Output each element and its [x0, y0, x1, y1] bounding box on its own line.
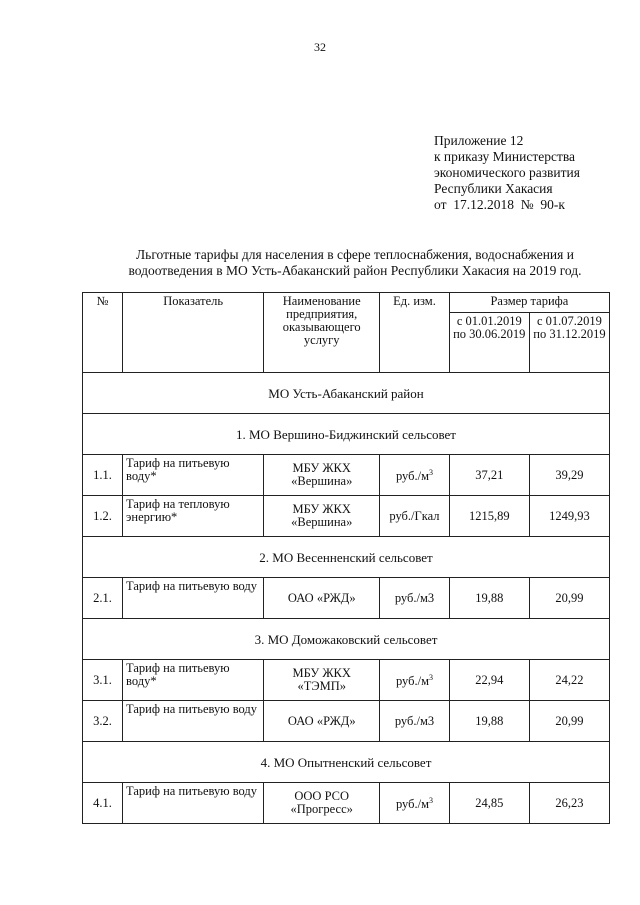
header-enterprise: Наименование предприятия, оказывающего услугу — [264, 293, 380, 373]
table-row — [83, 701, 610, 742]
unit-base: руб./м — [395, 469, 429, 484]
row-indicator: Тариф на питьевую воду — [123, 701, 264, 742]
row-value-period-1: 1215,89 — [449, 496, 529, 537]
row-enterprise: МБУ ЖКХ «Вершина» — [264, 455, 380, 496]
table-row — [83, 455, 610, 496]
header-unit: Ед. изм. — [380, 293, 450, 373]
row-number: 4.1. — [83, 783, 123, 824]
row-value-period-2: 24,22 — [529, 660, 609, 701]
header-period-2: с 01.07.2019 по 31.12.2019 — [529, 313, 609, 373]
unit-superscript: 3 — [428, 468, 433, 478]
row-number: 2.1. — [83, 578, 123, 619]
region-title: МО Усть-Абаканский район — [83, 373, 610, 414]
header-period-1: с 01.01.2019 по 30.06.2019 — [449, 313, 529, 373]
unit-base: руб./м3 — [394, 590, 435, 605]
row-value-period-2: 26,23 — [529, 783, 609, 824]
unit-base: руб./м — [395, 674, 429, 689]
table-row — [83, 578, 610, 619]
row-unit — [380, 496, 450, 537]
row-value-period-1: 19,88 — [449, 701, 529, 742]
table-row — [83, 660, 610, 701]
row-enterprise: МБУ ЖКХ «Вершина» — [264, 496, 380, 537]
row-value-period-2: 20,99 — [529, 578, 609, 619]
table-row — [83, 783, 610, 824]
document-title: Льготные тарифы для населения в сфере теплоснабжения, водоснабжения и водоотведения в МО Усть-Абаканский район Республики Хакасия на 2019 год. — [128, 247, 582, 278]
row-indicator: Тариф на питьевую воду — [123, 578, 264, 619]
row-number: 1.1. — [83, 455, 123, 496]
unit-base: руб./м — [395, 797, 429, 812]
section-row — [83, 742, 610, 783]
row-value-period-1: 37,21 — [449, 455, 529, 496]
row-indicator: Тариф на питьевую воду* — [123, 660, 264, 701]
row-value-period-2: 39,29 — [529, 455, 609, 496]
tariff-table-body — [83, 293, 610, 824]
row-number: 1.2. — [83, 496, 123, 537]
section-row — [83, 414, 610, 455]
unit-superscript: 3 — [428, 673, 433, 683]
unit-base: руб./Гкал — [389, 508, 440, 523]
table-header-row — [83, 293, 610, 313]
row-value-period-1: 19,88 — [449, 578, 529, 619]
section-row — [83, 537, 610, 578]
header-indicator: Показатель — [123, 293, 264, 373]
row-value-period-2: 1249,93 — [529, 496, 609, 537]
section-title: 2. МО Весенненский сельсовет — [83, 537, 610, 578]
row-enterprise: ООО РСО «Прогресс» — [264, 783, 380, 824]
row-number: 3.1. — [83, 660, 123, 701]
header-tariff: Размер тарифа — [449, 293, 609, 313]
appendix-line-1: Приложение 12 — [434, 133, 524, 148]
row-value-period-2: 20,99 — [529, 701, 609, 742]
row-enterprise: ОАО «РЖД» — [264, 701, 380, 742]
row-indicator: Тариф на питьевую воду — [123, 783, 264, 824]
row-number: 3.2. — [83, 701, 123, 742]
row-value-period-1: 24,85 — [449, 783, 529, 824]
row-unit — [380, 578, 450, 619]
section-title: 4. МО Опытненский сельсовет — [83, 742, 610, 783]
row-unit — [380, 783, 450, 824]
appendix-line-2: к приказу Министерства — [434, 149, 576, 164]
row-indicator: Тариф на питьевую воду* — [123, 455, 264, 496]
appendix-line-4: Республики Хакасия — [434, 181, 553, 196]
unit-base: руб./м3 — [394, 713, 435, 728]
unit-superscript: 3 — [428, 796, 433, 806]
section-title: 3. МО Доможаковский сельсовет — [83, 619, 610, 660]
row-unit — [380, 701, 450, 742]
row-unit — [380, 455, 450, 496]
section-title: 1. МО Вершино-Биджинский сельсовет — [83, 414, 610, 455]
section-row — [83, 619, 610, 660]
appendix-line-5: от 17.12.2018 № 90-к — [434, 197, 565, 212]
row-value-period-1: 22,94 — [449, 660, 529, 701]
region-row — [83, 373, 610, 414]
header-num: № — [83, 293, 123, 373]
row-unit — [380, 660, 450, 701]
row-enterprise: ОАО «РЖД» — [264, 578, 380, 619]
row-enterprise: МБУ ЖКХ «ТЭМП» — [264, 660, 380, 701]
table-row — [83, 496, 610, 537]
appendix-block — [434, 133, 580, 213]
appendix-line-3: экономического развития — [434, 165, 580, 180]
tariff-table — [82, 292, 610, 824]
page-number: 32 — [314, 40, 326, 54]
row-indicator: Тариф на тепловую энергию* — [123, 496, 264, 537]
